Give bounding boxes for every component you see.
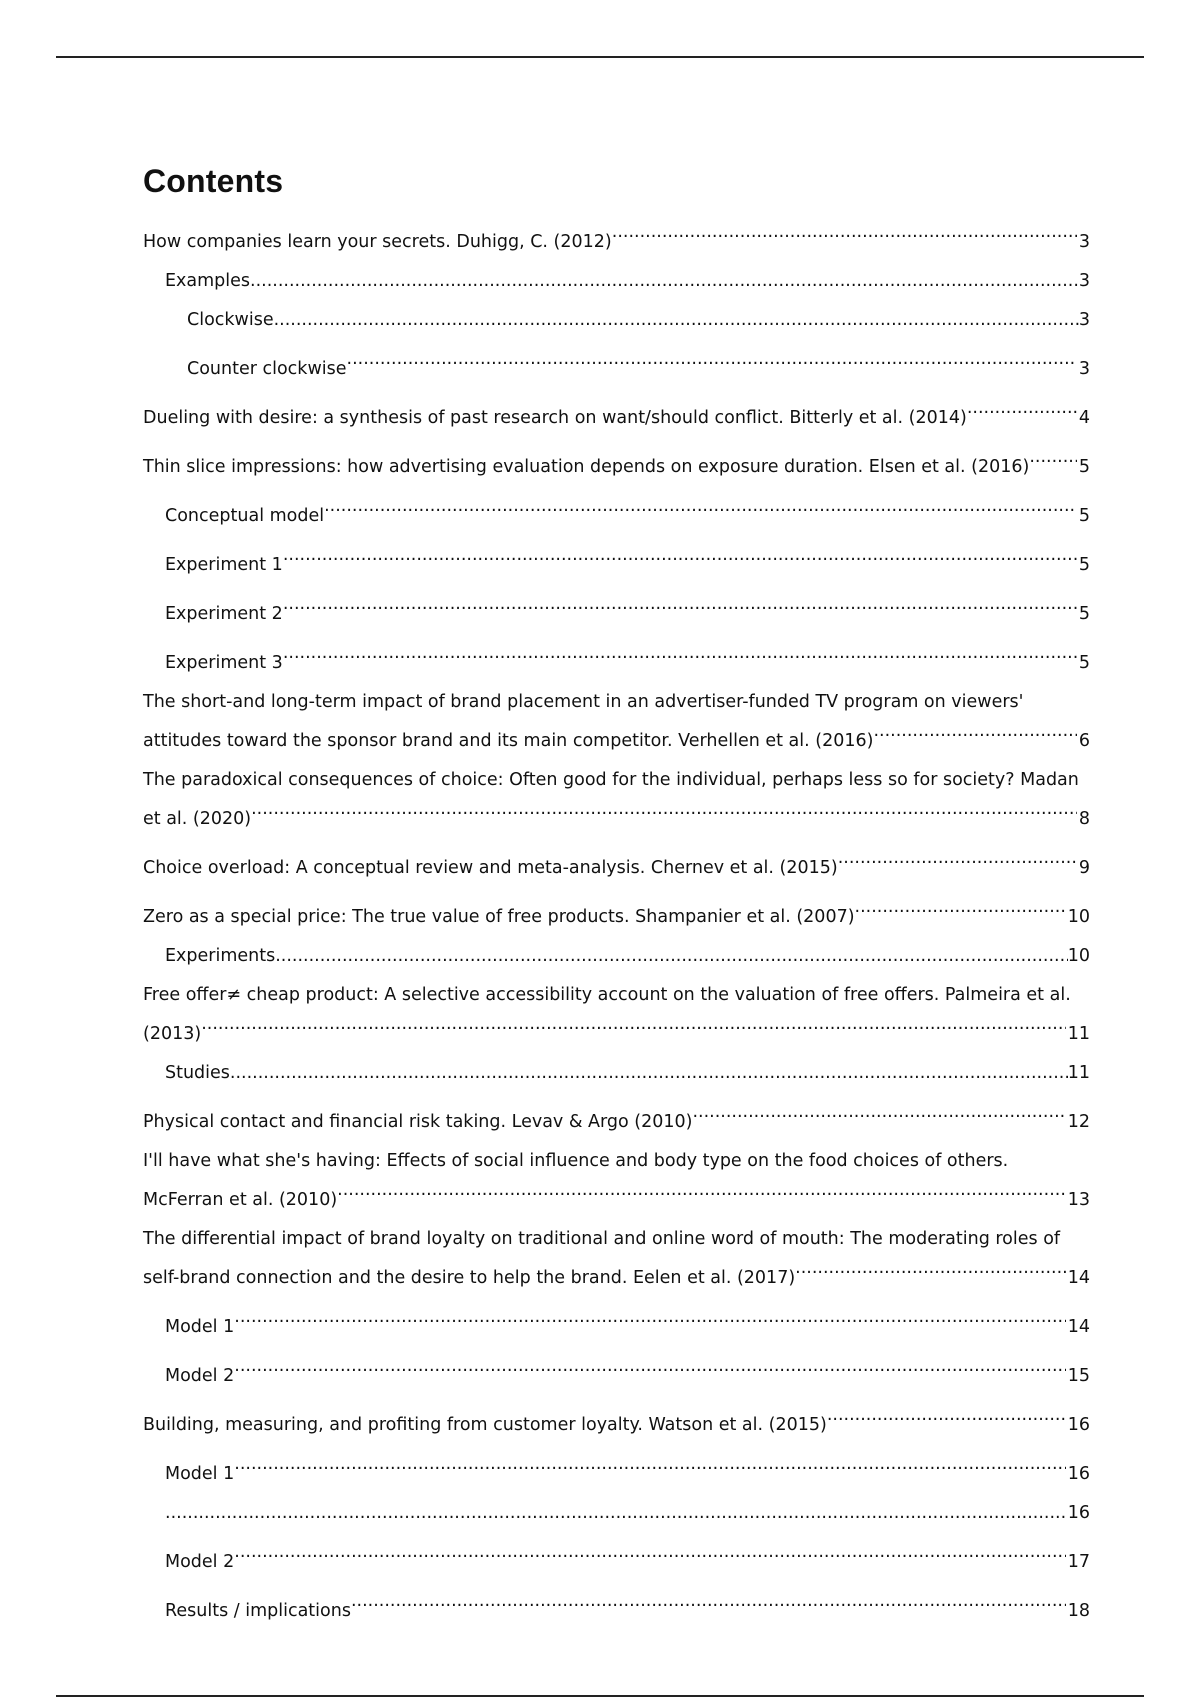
- toc-entry[interactable]: [143, 1303, 1090, 1342]
- toc-dot-leader: [838, 844, 1077, 873]
- toc-entry-line: [143, 844, 1090, 883]
- toc-page-number[interactable]: 15: [1067, 1366, 1090, 1386]
- toc-entry-line: [165, 541, 1090, 580]
- toc-dot-leader: [275, 942, 1067, 971]
- toc-entry-title[interactable]: Choice overload: A conceptual review and meta-analysis. Chernev et al. (2015): [143, 858, 838, 878]
- toc-entry-line: [165, 590, 1090, 629]
- toc-entry-title[interactable]: Results / implications: [165, 1601, 351, 1621]
- toc-entry[interactable]: [143, 306, 1090, 335]
- toc-entry-line: [165, 1538, 1090, 1577]
- toc-entry-title[interactable]: Experiments: [165, 946, 276, 966]
- toc-entry-title[interactable]: Dueling with desire: a synthesis of past research on want/should conflict. Bitterly et al. (2014): [143, 408, 967, 428]
- toc-dot-leader: [612, 218, 1077, 247]
- toc-dot-leader: [324, 492, 1077, 521]
- toc-entry-line: [143, 688, 1090, 756]
- toc-entry-title[interactable]: The paradoxical consequences of choice: Often good for the individual, perhaps less so for society? Madan et al. (2020): [143, 770, 1079, 829]
- toc-dot-leader: [234, 1352, 1065, 1381]
- toc-dot-leader: [234, 1450, 1065, 1479]
- toc-entry-title[interactable]: Model 2: [165, 1552, 235, 1572]
- toc-entry-line: [165, 1303, 1090, 1342]
- toc-entry-title[interactable]: Thin slice impressions: how advertising evaluation depends on exposure duration. Elsen et al. (2016): [143, 457, 1030, 477]
- toc-entry[interactable]: [143, 766, 1090, 834]
- toc-entry-title[interactable]: The differential impact of brand loyalty on traditional and online word of mouth: The moderating roles of self-brand connection and the desire to help the brand. Eelen et al. (2017): [143, 1229, 1061, 1288]
- toc-entry[interactable]: [143, 1225, 1090, 1293]
- toc-entry[interactable]: [143, 844, 1090, 883]
- toc-entry[interactable]: [143, 1587, 1090, 1626]
- toc-page-number[interactable]: 5: [1078, 604, 1090, 624]
- toc-dot-leader: [234, 1303, 1065, 1332]
- toc-page-number[interactable]: 5: [1078, 555, 1090, 575]
- toc-page-number[interactable]: 5: [1078, 457, 1090, 477]
- toc-entry-line: [165, 942, 1090, 971]
- toc-entry-title[interactable]: Physical contact and financial risk taking. Levav & Argo (2010): [143, 1112, 693, 1132]
- toc-entry-title[interactable]: Studies: [165, 1063, 230, 1083]
- toc-entry[interactable]: [143, 394, 1090, 433]
- toc-entry-title[interactable]: Clockwise: [187, 310, 274, 330]
- toc-entry-line: [143, 1225, 1090, 1293]
- toc-entry-line: [143, 766, 1090, 834]
- toc-entry[interactable]: [143, 981, 1090, 1049]
- toc-dot-leader: [283, 639, 1077, 668]
- toc-dot-leader: [873, 717, 1076, 746]
- toc-dot-leader: [827, 1401, 1066, 1430]
- toc-dot-leader: [283, 541, 1077, 570]
- toc-entry-line: [187, 345, 1090, 384]
- toc-dot-leader: [230, 1059, 1068, 1088]
- toc-entry-line: [143, 1147, 1090, 1215]
- toc-entry[interactable]: [143, 541, 1090, 580]
- toc-list: [143, 218, 1090, 1626]
- toc-entry-line: [143, 394, 1090, 433]
- toc-page-number[interactable]: 13: [1067, 1190, 1090, 1210]
- toc-entry-line: [143, 218, 1090, 257]
- footer-rule: [56, 1695, 1144, 1697]
- toc-page-number[interactable]: 17: [1067, 1552, 1090, 1572]
- toc-entry[interactable]: [143, 443, 1090, 482]
- toc-entry-title[interactable]: Counter clockwise: [187, 359, 347, 379]
- toc-entry-title[interactable]: Building, measuring, and profiting from customer loyalty. Watson et al. (2015): [143, 1415, 827, 1435]
- toc-entry-line: [165, 1450, 1090, 1489]
- toc-page-number[interactable]: 16: [1067, 1415, 1090, 1435]
- toc-entry-line: [143, 893, 1090, 932]
- toc-entry-line: [165, 267, 1090, 296]
- toc-page-number[interactable]: 3: [1078, 271, 1090, 291]
- toc-entry[interactable]: [143, 590, 1090, 629]
- toc-heading: Contents: [143, 163, 284, 199]
- toc-entry[interactable]: [143, 942, 1090, 971]
- toc-entry-title[interactable]: Model 1: [165, 1464, 235, 1484]
- toc-entry[interactable]: [143, 1059, 1090, 1088]
- toc-dot-leader: [251, 795, 1077, 824]
- toc-page-number[interactable]: 3: [1078, 359, 1090, 379]
- toc-page-number[interactable]: 9: [1078, 858, 1090, 878]
- toc-entry[interactable]: [143, 1538, 1090, 1577]
- toc-entry[interactable]: [143, 345, 1090, 384]
- toc-dot-leader: [795, 1254, 1066, 1283]
- toc-page-number[interactable]: 14: [1067, 1317, 1090, 1337]
- toc-page-number[interactable]: 8: [1078, 809, 1090, 829]
- toc-dot-leader: [1029, 443, 1077, 472]
- toc-entry-line: [165, 639, 1090, 678]
- toc-entry-title[interactable]: The short-and long-term impact of brand placement in an advertiser-funded TV program on viewers' attitudes toward the sponsor brand and its main competitor. Verhellen et al. (2016): [143, 692, 1024, 751]
- toc-entry-line: [143, 443, 1090, 482]
- toc-entry-title[interactable]: Zero as a special price: The true value of free products. Shampanier et al. (2007): [143, 907, 855, 927]
- toc-page-number[interactable]: 16: [1067, 1464, 1090, 1484]
- toc-entry-title[interactable]: Experiment 2: [165, 604, 283, 624]
- toc-dot-leader: [855, 893, 1066, 922]
- toc-entry-line: [143, 1098, 1090, 1137]
- toc-dot-leader: [165, 1499, 1068, 1528]
- toc-entry[interactable]: [143, 1098, 1090, 1137]
- toc-entry[interactable]: [143, 1450, 1090, 1489]
- toc-entry[interactable]: [143, 267, 1090, 296]
- toc-entry[interactable]: [143, 893, 1090, 932]
- toc-dot-leader: [347, 345, 1077, 374]
- toc-entry-line: [165, 492, 1090, 531]
- toc-entry-title[interactable]: I'll have what she's having: Effects of social influence and body type on the food choices of others. McFerran et al. (2010): [143, 1151, 1009, 1210]
- toc-entry-line: [165, 1499, 1090, 1528]
- toc-entry-title[interactable]: Conceptual model: [165, 506, 325, 526]
- toc-dot-leader: [351, 1587, 1066, 1616]
- toc-page-number[interactable]: 4: [1078, 408, 1090, 428]
- toc-entry[interactable]: [143, 218, 1090, 257]
- toc-entry-title[interactable]: Experiment 3: [165, 653, 283, 673]
- toc-page-number[interactable]: 11: [1067, 1024, 1090, 1044]
- toc-entry-title[interactable]: How companies learn your secrets. Duhigg, C. (2012): [143, 232, 612, 252]
- toc-page-number[interactable]: 5: [1078, 506, 1090, 526]
- toc-entry-line: [143, 1401, 1090, 1440]
- toc-dot-leader: [274, 306, 1079, 335]
- toc-dot-leader: [250, 267, 1079, 296]
- toc-entry[interactable]: [143, 688, 1090, 756]
- toc-dot-leader: [234, 1538, 1065, 1567]
- toc-page-number[interactable]: 10: [1067, 907, 1090, 927]
- toc-dot-leader: [201, 1010, 1066, 1039]
- toc-entry[interactable]: [143, 1352, 1090, 1391]
- toc-dot-leader: [337, 1176, 1066, 1205]
- toc-page-number[interactable]: 14: [1067, 1268, 1090, 1288]
- toc-entry-line: [165, 1059, 1090, 1088]
- toc-page-number[interactable]: 12: [1067, 1112, 1090, 1132]
- toc-entry-title[interactable]: Experiment 1: [165, 555, 283, 575]
- toc-page-number[interactable]: 11: [1067, 1063, 1090, 1083]
- toc-page-number[interactable]: 5: [1078, 653, 1090, 673]
- toc-entry-title[interactable]: Model 1: [165, 1317, 235, 1337]
- toc-entry-line: [165, 1352, 1090, 1391]
- toc-page-number[interactable]: 18: [1067, 1601, 1090, 1621]
- header-rule: [56, 56, 1144, 58]
- toc-page-number[interactable]: 6: [1078, 731, 1090, 751]
- toc-entry[interactable]: [143, 1147, 1090, 1215]
- toc-dot-leader: [967, 394, 1077, 423]
- toc-entry-title[interactable]: Model 2: [165, 1366, 235, 1386]
- toc-entry-line: [187, 306, 1090, 335]
- toc-entry[interactable]: [143, 639, 1090, 678]
- toc-entry[interactable]: [143, 1499, 1090, 1528]
- toc-entry[interactable]: [143, 1401, 1090, 1440]
- toc-page-number[interactable]: 16: [1067, 1503, 1090, 1523]
- toc-dot-leader: [692, 1098, 1065, 1127]
- toc-entry-title[interactable]: Free offer≠ cheap product: A selective accessibility account on the valuation of free offers. Palmeira et al. (2013): [143, 985, 1071, 1044]
- toc-dot-leader: [283, 590, 1077, 619]
- toc-page-number[interactable]: 3: [1078, 310, 1090, 330]
- toc-entry-title[interactable]: Examples: [165, 271, 251, 291]
- toc-entry[interactable]: [143, 492, 1090, 531]
- table-of-contents: [143, 163, 1090, 1636]
- toc-entry-line: [165, 1587, 1090, 1626]
- toc-page-number[interactable]: 3: [1078, 232, 1090, 252]
- toc-page-number[interactable]: 10: [1067, 946, 1090, 966]
- toc-entry-line: [143, 981, 1090, 1049]
